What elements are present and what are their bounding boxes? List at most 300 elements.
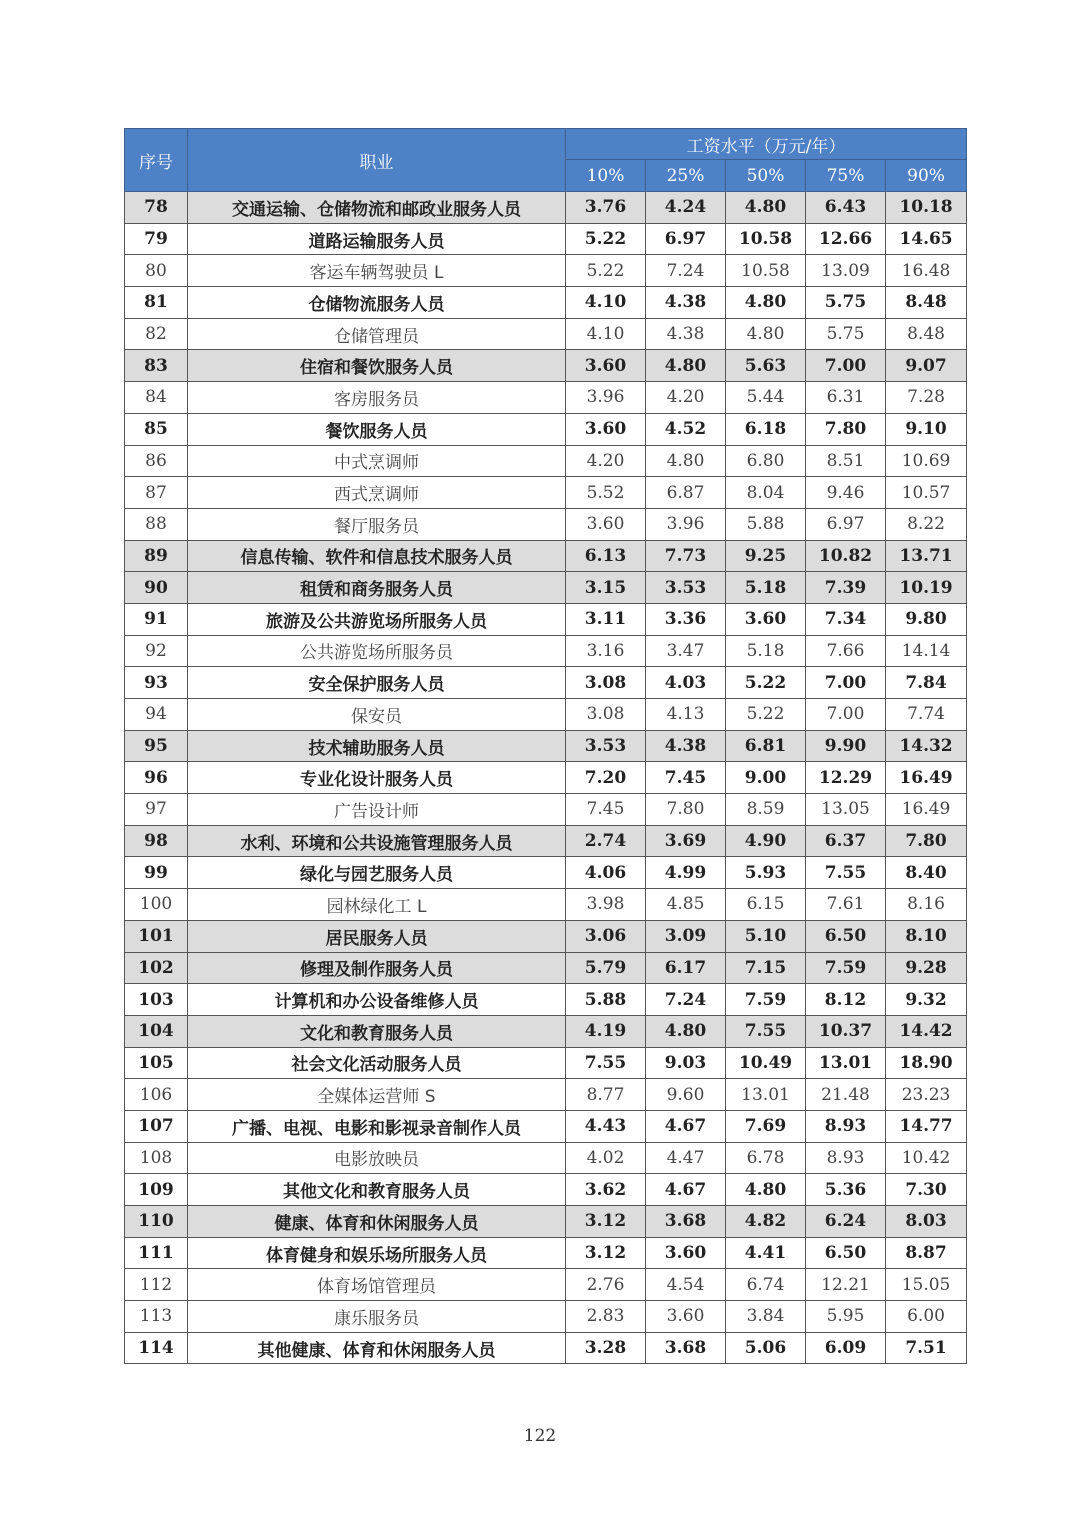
p90-cell: 10.19 <box>886 572 967 604</box>
table-row <box>125 413 967 445</box>
p90-cell: 14.77 <box>886 1110 967 1142</box>
p25-cell: 9.03 <box>646 1047 726 1079</box>
p50-cell: 3.84 <box>726 1301 806 1333</box>
table-row <box>125 920 967 952</box>
p75-cell: 10.82 <box>806 540 886 572</box>
occupation-cell: 居民服务人员 <box>188 920 566 952</box>
p90-cell: 16.49 <box>886 762 967 794</box>
p75-cell: 8.51 <box>806 445 886 477</box>
p10-cell: 5.52 <box>566 477 646 509</box>
p10-cell: 3.15 <box>566 572 646 604</box>
index-cell: 111 <box>125 1237 188 1269</box>
p50-cell: 5.88 <box>726 508 806 540</box>
index-cell: 91 <box>125 603 188 635</box>
p75-cell: 7.59 <box>806 952 886 984</box>
p25-cell: 3.09 <box>646 920 726 952</box>
p10-cell: 3.12 <box>566 1206 646 1238</box>
occupation-cell: 体育健身和娱乐场所服务人员 <box>188 1237 566 1269</box>
p10-cell: 7.20 <box>566 762 646 794</box>
p25-cell: 6.17 <box>646 952 726 984</box>
occupation-cell: 体育场馆管理员 <box>188 1269 566 1301</box>
p25-cell: 7.24 <box>646 984 726 1016</box>
table-row <box>125 699 967 731</box>
p10-cell: 3.60 <box>566 350 646 382</box>
header-p90: 90% <box>886 160 967 192</box>
occupation-cell: 康乐服务员 <box>188 1301 566 1333</box>
p25-cell: 4.85 <box>646 889 726 921</box>
table-row <box>125 889 967 921</box>
p90-cell: 9.28 <box>886 952 967 984</box>
occupation-cell: 中式烹调师 <box>188 445 566 477</box>
index-cell: 81 <box>125 287 188 319</box>
p25-cell: 4.47 <box>646 1142 726 1174</box>
occupation-cell: 园林绿化工 L <box>188 889 566 921</box>
table-row <box>125 603 967 635</box>
p50-cell: 10.58 <box>726 255 806 287</box>
p75-cell: 12.29 <box>806 762 886 794</box>
index-cell: 95 <box>125 730 188 762</box>
index-cell: 83 <box>125 350 188 382</box>
table-row <box>125 1142 967 1174</box>
occupation-cell: 文化和教育服务人员 <box>188 1015 566 1047</box>
occupation-cell: 客运车辆驾驶员 L <box>188 255 566 287</box>
p50-cell: 5.22 <box>726 667 806 699</box>
occupation-cell: 餐厅服务员 <box>188 508 566 540</box>
table-row <box>125 350 967 382</box>
p25-cell: 3.60 <box>646 1301 726 1333</box>
p75-cell: 5.95 <box>806 1301 886 1333</box>
p50-cell: 10.49 <box>726 1047 806 1079</box>
p75-cell: 13.09 <box>806 255 886 287</box>
p50-cell: 4.90 <box>726 825 806 857</box>
p90-cell: 15.05 <box>886 1269 967 1301</box>
wage-table <box>124 128 967 1364</box>
p90-cell: 16.49 <box>886 794 967 826</box>
index-cell: 97 <box>125 794 188 826</box>
table-row <box>125 952 967 984</box>
p75-cell: 6.97 <box>806 508 886 540</box>
occupation-cell: 其他文化和教育服务人员 <box>188 1174 566 1206</box>
p25-cell: 4.13 <box>646 699 726 731</box>
index-cell: 86 <box>125 445 188 477</box>
p90-cell: 14.65 <box>886 223 967 255</box>
index-cell: 88 <box>125 508 188 540</box>
p75-cell: 8.93 <box>806 1142 886 1174</box>
p75-cell: 6.50 <box>806 920 886 952</box>
p10-cell: 3.12 <box>566 1237 646 1269</box>
p10-cell: 4.02 <box>566 1142 646 1174</box>
table-row <box>125 825 967 857</box>
p75-cell: 13.05 <box>806 794 886 826</box>
p10-cell: 4.19 <box>566 1015 646 1047</box>
p10-cell: 3.96 <box>566 382 646 414</box>
occupation-cell: 客房服务员 <box>188 382 566 414</box>
p25-cell: 4.80 <box>646 350 726 382</box>
p50-cell: 5.93 <box>726 857 806 889</box>
p25-cell: 3.69 <box>646 825 726 857</box>
p50-cell: 4.80 <box>726 192 806 224</box>
index-cell: 80 <box>125 255 188 287</box>
index-cell: 107 <box>125 1110 188 1142</box>
occupation-cell: 电影放映员 <box>188 1142 566 1174</box>
index-cell: 113 <box>125 1301 188 1333</box>
p50-cell: 5.18 <box>726 635 806 667</box>
occupation-cell: 安全保护服务人员 <box>188 667 566 699</box>
occupation-cell: 健康、体育和休闲服务人员 <box>188 1206 566 1238</box>
p50-cell: 7.59 <box>726 984 806 1016</box>
p75-cell: 7.80 <box>806 413 886 445</box>
table-row <box>125 984 967 1016</box>
p75-cell: 5.75 <box>806 318 886 350</box>
index-cell: 90 <box>125 572 188 604</box>
table-row <box>125 445 967 477</box>
p90-cell: 7.84 <box>886 667 967 699</box>
p90-cell: 14.32 <box>886 730 967 762</box>
p25-cell: 3.36 <box>646 603 726 635</box>
p25-cell: 3.60 <box>646 1237 726 1269</box>
table-row <box>125 1332 967 1364</box>
table-row <box>125 762 967 794</box>
index-cell: 105 <box>125 1047 188 1079</box>
p25-cell: 7.73 <box>646 540 726 572</box>
table-row <box>125 318 967 350</box>
p25-cell: 4.80 <box>646 445 726 477</box>
p25-cell: 3.47 <box>646 635 726 667</box>
p90-cell: 8.40 <box>886 857 967 889</box>
occupation-cell: 西式烹调师 <box>188 477 566 509</box>
p90-cell: 7.51 <box>886 1332 967 1364</box>
p50-cell: 9.00 <box>726 762 806 794</box>
p10-cell: 4.20 <box>566 445 646 477</box>
p50-cell: 5.44 <box>726 382 806 414</box>
index-cell: 104 <box>125 1015 188 1047</box>
table-row <box>125 382 967 414</box>
index-cell: 100 <box>125 889 188 921</box>
occupation-cell: 道路运输服务人员 <box>188 223 566 255</box>
p90-cell: 9.10 <box>886 413 967 445</box>
p25-cell: 6.87 <box>646 477 726 509</box>
table-row <box>125 1269 967 1301</box>
table-row <box>125 1079 967 1111</box>
index-cell: 92 <box>125 635 188 667</box>
p10-cell: 4.06 <box>566 857 646 889</box>
p50-cell: 6.74 <box>726 1269 806 1301</box>
header-p25: 25% <box>646 160 726 192</box>
occupation-cell: 社会文化活动服务人员 <box>188 1047 566 1079</box>
occupation-cell: 广播、电视、电影和影视录音制作人员 <box>188 1110 566 1142</box>
p50-cell: 13.01 <box>726 1079 806 1111</box>
p10-cell: 2.83 <box>566 1301 646 1333</box>
index-cell: 109 <box>125 1174 188 1206</box>
p75-cell: 7.00 <box>806 350 886 382</box>
p25-cell: 4.54 <box>646 1269 726 1301</box>
p90-cell: 10.69 <box>886 445 967 477</box>
p25-cell: 4.67 <box>646 1110 726 1142</box>
p75-cell: 6.50 <box>806 1237 886 1269</box>
p10-cell: 5.22 <box>566 223 646 255</box>
index-cell: 89 <box>125 540 188 572</box>
p50-cell: 6.78 <box>726 1142 806 1174</box>
p50-cell: 4.80 <box>726 1174 806 1206</box>
p10-cell: 5.79 <box>566 952 646 984</box>
p50-cell: 5.22 <box>726 699 806 731</box>
p90-cell: 8.16 <box>886 889 967 921</box>
index-cell: 87 <box>125 477 188 509</box>
p90-cell: 8.48 <box>886 318 967 350</box>
p10-cell: 3.53 <box>566 730 646 762</box>
occupation-cell: 水利、环境和公共设施管理服务人员 <box>188 825 566 857</box>
occupation-cell: 信息传输、软件和信息技术服务人员 <box>188 540 566 572</box>
index-cell: 112 <box>125 1269 188 1301</box>
occupation-cell: 公共游览场所服务员 <box>188 635 566 667</box>
table-row <box>125 1015 967 1047</box>
p90-cell: 6.00 <box>886 1301 967 1333</box>
header-index: 序号 <box>125 129 188 192</box>
p25-cell: 4.38 <box>646 287 726 319</box>
p75-cell: 7.66 <box>806 635 886 667</box>
p90-cell: 8.03 <box>886 1206 967 1238</box>
p50-cell: 10.58 <box>726 223 806 255</box>
p90-cell: 9.07 <box>886 350 967 382</box>
p50-cell: 5.63 <box>726 350 806 382</box>
index-cell: 103 <box>125 984 188 1016</box>
p50-cell: 8.04 <box>726 477 806 509</box>
p75-cell: 9.46 <box>806 477 886 509</box>
p25-cell: 4.24 <box>646 192 726 224</box>
index-cell: 101 <box>125 920 188 952</box>
index-cell: 106 <box>125 1079 188 1111</box>
p90-cell: 7.80 <box>886 825 967 857</box>
index-cell: 94 <box>125 699 188 731</box>
p10-cell: 4.10 <box>566 287 646 319</box>
occupation-cell: 交通运输、仓储物流和邮政业服务人员 <box>188 192 566 224</box>
p50-cell: 4.41 <box>726 1237 806 1269</box>
p90-cell: 7.74 <box>886 699 967 731</box>
occupation-cell: 计算机和办公设备维修人员 <box>188 984 566 1016</box>
table-row <box>125 667 967 699</box>
index-cell: 102 <box>125 952 188 984</box>
p25-cell: 4.80 <box>646 1015 726 1047</box>
p25-cell: 4.38 <box>646 730 726 762</box>
p75-cell: 5.75 <box>806 287 886 319</box>
p50-cell: 5.10 <box>726 920 806 952</box>
p50-cell: 5.06 <box>726 1332 806 1364</box>
p90-cell: 8.22 <box>886 508 967 540</box>
occupation-cell: 旅游及公共游览场所服务人员 <box>188 603 566 635</box>
p10-cell: 3.06 <box>566 920 646 952</box>
p75-cell: 7.00 <box>806 667 886 699</box>
p25-cell: 3.68 <box>646 1332 726 1364</box>
p50-cell: 6.15 <box>726 889 806 921</box>
p50-cell: 4.80 <box>726 318 806 350</box>
p25-cell: 4.67 <box>646 1174 726 1206</box>
p90-cell: 14.42 <box>886 1015 967 1047</box>
p25-cell: 3.96 <box>646 508 726 540</box>
p10-cell: 3.08 <box>566 699 646 731</box>
p10-cell: 3.08 <box>566 667 646 699</box>
p25-cell: 4.03 <box>646 667 726 699</box>
p75-cell: 12.66 <box>806 223 886 255</box>
p90-cell: 7.28 <box>886 382 967 414</box>
index-cell: 78 <box>125 192 188 224</box>
p50-cell: 6.81 <box>726 730 806 762</box>
p90-cell: 16.48 <box>886 255 967 287</box>
p90-cell: 9.32 <box>886 984 967 1016</box>
p50-cell: 7.69 <box>726 1110 806 1142</box>
table-row <box>125 1206 967 1238</box>
p75-cell: 6.43 <box>806 192 886 224</box>
p10-cell: 3.11 <box>566 603 646 635</box>
table-row <box>125 1047 967 1079</box>
p90-cell: 8.87 <box>886 1237 967 1269</box>
p75-cell: 5.36 <box>806 1174 886 1206</box>
p75-cell: 10.37 <box>806 1015 886 1047</box>
table-row <box>125 1301 967 1333</box>
occupation-cell: 其他健康、体育和休闲服务人员 <box>188 1332 566 1364</box>
p25-cell: 3.68 <box>646 1206 726 1238</box>
index-cell: 108 <box>125 1142 188 1174</box>
occupation-cell: 仓储管理员 <box>188 318 566 350</box>
table-row <box>125 477 967 509</box>
p75-cell: 7.00 <box>806 699 886 731</box>
p25-cell: 4.38 <box>646 318 726 350</box>
p25-cell: 4.52 <box>646 413 726 445</box>
p50-cell: 5.18 <box>726 572 806 604</box>
p90-cell: 18.90 <box>886 1047 967 1079</box>
header-occupation: 职业 <box>188 129 566 192</box>
occupation-cell: 绿化与园艺服务人员 <box>188 857 566 889</box>
page-number: 122 <box>523 1426 557 1446</box>
header-p50: 50% <box>726 160 806 192</box>
p25-cell: 4.99 <box>646 857 726 889</box>
table-row <box>125 1237 967 1269</box>
p90-cell: 10.42 <box>886 1142 967 1174</box>
p50-cell: 4.80 <box>726 287 806 319</box>
occupation-cell: 保安员 <box>188 699 566 731</box>
p25-cell: 7.24 <box>646 255 726 287</box>
p50-cell: 7.15 <box>726 952 806 984</box>
p75-cell: 6.09 <box>806 1332 886 1364</box>
p90-cell: 7.30 <box>886 1174 967 1206</box>
table-row <box>125 255 967 287</box>
p75-cell: 8.93 <box>806 1110 886 1142</box>
index-cell: 93 <box>125 667 188 699</box>
occupation-cell: 修理及制作服务人员 <box>188 952 566 984</box>
table-body <box>125 192 967 1364</box>
table-row <box>125 223 967 255</box>
p10-cell: 8.77 <box>566 1079 646 1111</box>
p50-cell: 6.18 <box>726 413 806 445</box>
p75-cell: 21.48 <box>806 1079 886 1111</box>
p25-cell: 7.80 <box>646 794 726 826</box>
p10-cell: 6.13 <box>566 540 646 572</box>
p25-cell: 4.20 <box>646 382 726 414</box>
index-cell: 96 <box>125 762 188 794</box>
table-row <box>125 540 967 572</box>
p10-cell: 5.22 <box>566 255 646 287</box>
occupation-cell: 广告设计师 <box>188 794 566 826</box>
index-cell: 85 <box>125 413 188 445</box>
p10-cell: 5.88 <box>566 984 646 1016</box>
p75-cell: 7.34 <box>806 603 886 635</box>
header-p10: 10% <box>566 160 646 192</box>
index-cell: 84 <box>125 382 188 414</box>
p75-cell: 6.31 <box>806 382 886 414</box>
p10-cell: 7.45 <box>566 794 646 826</box>
p50-cell: 4.82 <box>726 1206 806 1238</box>
p10-cell: 3.98 <box>566 889 646 921</box>
p10-cell: 3.60 <box>566 413 646 445</box>
table-row <box>125 1110 967 1142</box>
p25-cell: 9.60 <box>646 1079 726 1111</box>
table-row <box>125 1174 967 1206</box>
p75-cell: 8.12 <box>806 984 886 1016</box>
p25-cell: 6.97 <box>646 223 726 255</box>
p90-cell: 8.48 <box>886 287 967 319</box>
p75-cell: 7.39 <box>806 572 886 604</box>
p10-cell: 2.76 <box>566 1269 646 1301</box>
index-cell: 99 <box>125 857 188 889</box>
p90-cell: 8.10 <box>886 920 967 952</box>
table-row <box>125 730 967 762</box>
p75-cell: 6.37 <box>806 825 886 857</box>
p75-cell: 7.55 <box>806 857 886 889</box>
p10-cell: 3.16 <box>566 635 646 667</box>
p90-cell: 10.57 <box>886 477 967 509</box>
index-cell: 114 <box>125 1332 188 1364</box>
p50-cell: 3.60 <box>726 603 806 635</box>
p75-cell: 7.61 <box>806 889 886 921</box>
index-cell: 79 <box>125 223 188 255</box>
p10-cell: 2.74 <box>566 825 646 857</box>
p10-cell: 3.28 <box>566 1332 646 1364</box>
index-cell: 110 <box>125 1206 188 1238</box>
p75-cell: 6.24 <box>806 1206 886 1238</box>
table-row <box>125 857 967 889</box>
p75-cell: 13.01 <box>806 1047 886 1079</box>
p10-cell: 3.62 <box>566 1174 646 1206</box>
occupation-cell: 技术辅助服务人员 <box>188 730 566 762</box>
p50-cell: 7.55 <box>726 1015 806 1047</box>
header-p75: 75% <box>806 160 886 192</box>
p50-cell: 9.25 <box>726 540 806 572</box>
p75-cell: 12.21 <box>806 1269 886 1301</box>
p10-cell: 3.76 <box>566 192 646 224</box>
table-row <box>125 508 967 540</box>
p10-cell: 4.43 <box>566 1110 646 1142</box>
index-cell: 98 <box>125 825 188 857</box>
table-row <box>125 572 967 604</box>
table-row <box>125 635 967 667</box>
occupation-cell: 全媒体运营师 S <box>188 1079 566 1111</box>
occupation-cell: 住宿和餐饮服务人员 <box>188 350 566 382</box>
p25-cell: 7.45 <box>646 762 726 794</box>
p10-cell: 4.10 <box>566 318 646 350</box>
table-row <box>125 287 967 319</box>
table-row <box>125 192 967 224</box>
p10-cell: 7.55 <box>566 1047 646 1079</box>
p50-cell: 8.59 <box>726 794 806 826</box>
p90-cell: 23.23 <box>886 1079 967 1111</box>
p75-cell: 9.90 <box>806 730 886 762</box>
occupation-cell: 仓储物流服务人员 <box>188 287 566 319</box>
p90-cell: 13.71 <box>886 540 967 572</box>
p90-cell: 14.14 <box>886 635 967 667</box>
table-row <box>125 794 967 826</box>
p10-cell: 3.60 <box>566 508 646 540</box>
p50-cell: 6.80 <box>726 445 806 477</box>
p25-cell: 3.53 <box>646 572 726 604</box>
